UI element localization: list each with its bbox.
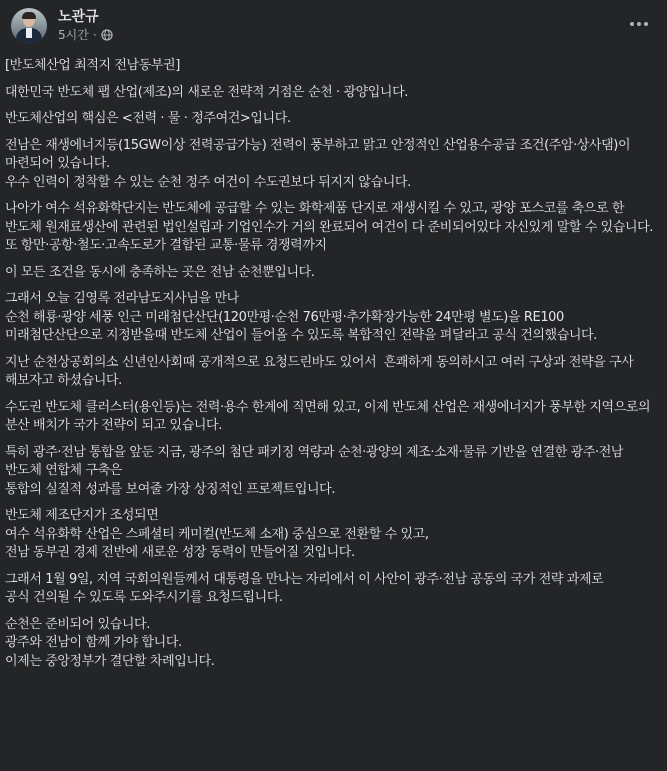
- post-paragraph: 지난 순천상공회의소 신년인사회때 공개적으로 요청드린바도 있어서 흔쾌하게 동의하시고 여러 구상과 전략을 구사 해보자고 하셨습니다.: [5, 354, 638, 388]
- meta-separator: ·: [92, 28, 97, 42]
- post-paragraph: 반도체산업의 핵심은 <전력 · 물 · 정주여건>입니다.: [5, 111, 291, 126]
- post-timestamp[interactable]: 5시간: [58, 28, 89, 42]
- post-paragraph: 특히 광주·전남 통합을 앞둔 지금, 광주의 첨단 패키징 역량과 순천·광양의 제조·소재·물류 기반을 연결한 광주·전남 반도체 연합체 구축은 통합의 실질적 성과를 보여줄 가장 상징적인 프로젝트입니다.: [5, 444, 624, 497]
- post-paragraph: 순천은 준비되어 있습니다. 광주와 전남이 함께 가야 합니다. 이제는 중앙정부가 결단할 차례입니다.: [5, 616, 215, 669]
- avatar[interactable]: [11, 8, 47, 44]
- post-paragraph: 대한민국 반도체 팹 산업(제조)의 새로운 전략적 거점은 순천 · 광양입니다.: [5, 84, 408, 100]
- post-paragraph: 전남은 재생에너지등(15GW이상 전력공급가능) 전력이 풍부하고 맑고 안정적인 산업용수공급 조건(주암·상사댐)이 마련되어 있습니다. 우수 인력이 정착할 수 있는 순천 정주 여건이 수도권보다 뒤지지 않습니다.: [5, 137, 631, 190]
- post-paragraph: 수도권 반도체 클러스터(용인등)는 전력·용수 한계에 직면해 있고, 이제 반도체 산업은 재생에너지가 풍부한 지역으로의 분산 배치가 국가 전략이 되고 있습니다.: [5, 399, 654, 433]
- post-paragraph: 그래서 1월 9일, 지역 국회의원들께서 대통령을 만나는 자리에서 이 사안이 광주·전남 공동의 국가 전략 과제로 공식 건의될 수 있도록 도와주시기를 요청드립니다.: [5, 571, 604, 605]
- more-options-icon[interactable]: [625, 12, 653, 36]
- post-paragraph: 그래서 오늘 김영록 전라남도지사님을 만나 순천 해룡·광양 세풍 인근 미래첨단산단(120만평·순천 76만평·추가확장가능한 24만평 별도)을 RE100 미래첨단산단으로 지정받을때 반도체 산업이 들어올 수 있도록 복합적인 전략을 펴달라고 공식 건의했습니다.: [5, 291, 597, 343]
- post-paragraph: 반도체 제조단지가 조성되면 여수 석유화학 산업은 스페셜티 케미컬(반도체 소재) 중심으로 전환할 수 있고, 전남 동부권 경제 전반에 새로운 성장 동력이 만들어질 것입니다.: [5, 508, 429, 560]
- post-meta: [58, 27, 113, 43]
- post-body: [5, 57, 657, 679]
- post-paragraph: [반도체산업 최적지 전남동부권]: [5, 58, 180, 73]
- author-name[interactable]: 노관규: [58, 9, 99, 25]
- globe-icon[interactable]: [101, 29, 113, 41]
- post-paragraph: 이 모든 조건을 동시에 충족하는 곳은 전남 순천뿐입니다.: [5, 264, 315, 280]
- post-paragraph: 나아가 여수 석유화학단지는 반도체에 공급할 수 있는 화학제품 단지로 재생시킬 수 있고, 광양 포스코를 축으로 한 반도체 원재료생산에 관련된 법인설립과 기업인수가 거의 완료되어 여건이 다 준비되어있다 자신있게 말할 수 있습니다. 또 항만·공항·철도·고속도로가 결합된 교통·물류 경쟁력까지: [5, 201, 653, 253]
- post-header: [0, 0, 667, 52]
